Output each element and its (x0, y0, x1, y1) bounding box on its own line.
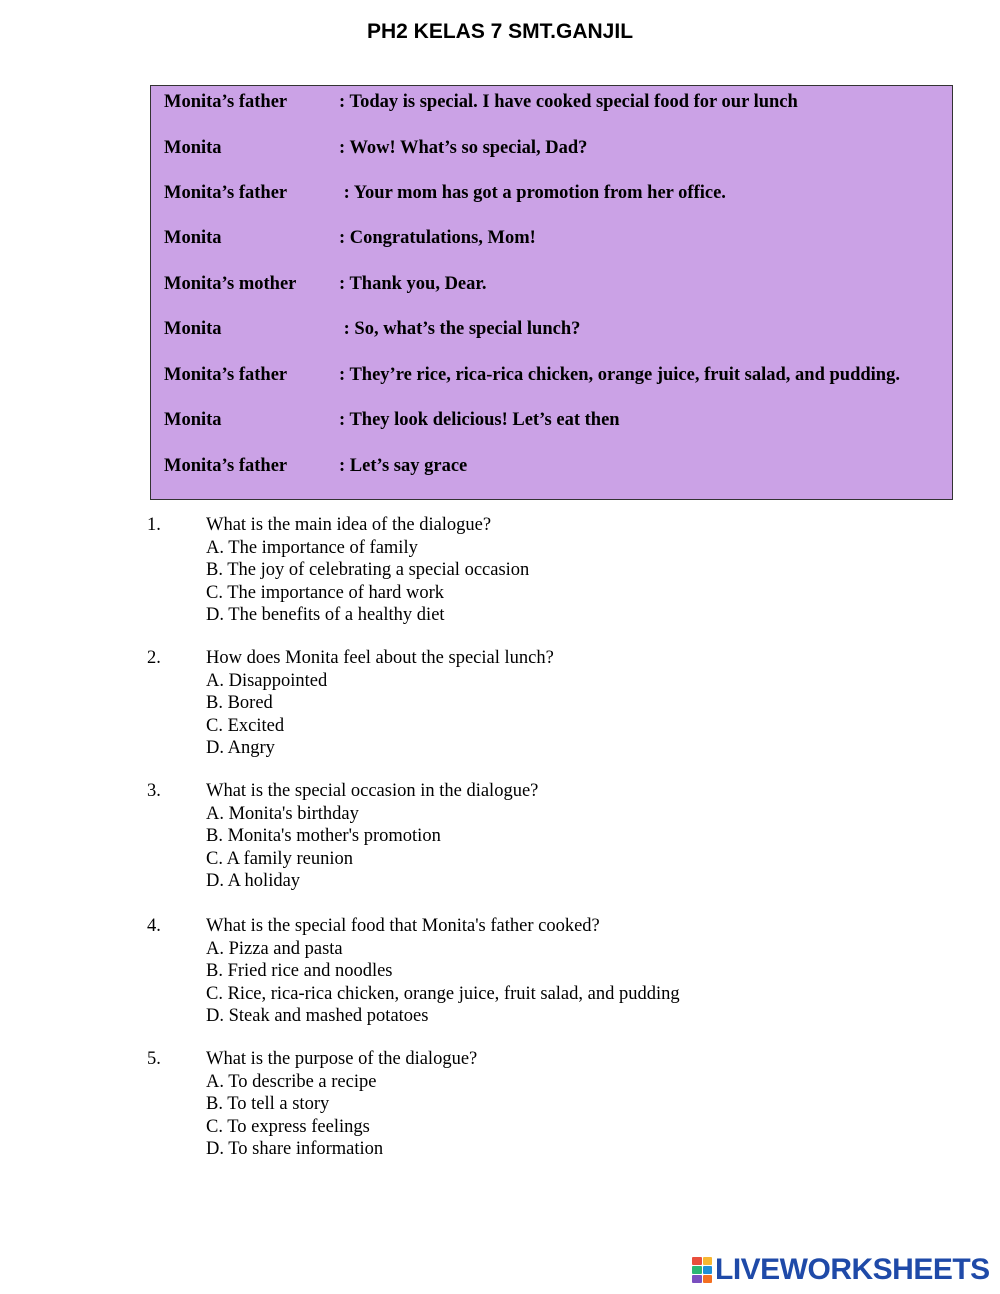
answer-option[interactable]: D. Angry (206, 738, 275, 758)
question-number: 2. (147, 648, 161, 668)
logo-text: LIVEWORKSHEETS (715, 1253, 990, 1286)
dialogue-text: : Your mom has got a promotion from her office. (339, 183, 726, 203)
dialogue-text: : Let’s say grace (339, 456, 468, 476)
dialogue-text: : Congratulations, Mom! (339, 228, 536, 248)
answer-option[interactable]: B. Bored (206, 693, 273, 713)
question-number: 1. (147, 515, 161, 535)
dialogue-speaker: Monita’s father (164, 183, 288, 203)
dialogue-speaker: Monita (164, 319, 222, 339)
dialogue-speaker: Monita (164, 138, 222, 158)
answer-option[interactable]: A. The importance of family (206, 538, 418, 558)
liveworksheets-logo-icon (692, 1257, 712, 1283)
dialogue-box (150, 85, 953, 500)
page-title: PH2 KELAS 7 SMT.GANJIL (366, 20, 634, 43)
answer-option[interactable]: C. Rice, rica-rica chicken, orange juice, fruit salad, and pudding (206, 984, 680, 1004)
answer-option[interactable]: C. Excited (206, 716, 285, 736)
dialogue-speaker: Monita (164, 228, 222, 248)
question-text: What is the main idea of the dialogue? (206, 515, 492, 535)
dialogue-text: : So, what’s the special lunch? (339, 319, 581, 339)
question-number: 5. (147, 1049, 161, 1069)
dialogue-speaker: Monita (164, 410, 222, 430)
question-number: 4. (147, 916, 161, 936)
answer-option[interactable]: D. The benefits of a healthy diet (206, 605, 445, 625)
question-text: What is the special food that Monita's father cooked? (206, 916, 600, 936)
answer-option[interactable]: A. To describe a recipe (206, 1072, 377, 1092)
answer-option[interactable]: B. Fried rice and noodles (206, 961, 393, 981)
question-text: What is the purpose of the dialogue? (206, 1049, 478, 1069)
liveworksheets-logo[interactable] (692, 1252, 992, 1288)
dialogue-text: : They’re rice, rica-rica chicken, orange juice, fruit salad, and pudding. (339, 365, 900, 385)
answer-option[interactable]: D. A holiday (206, 871, 301, 891)
answer-option[interactable]: B. Monita's mother's promotion (206, 826, 441, 846)
dialogue-text: : Wow! What’s so special, Dad? (339, 138, 588, 158)
answer-option[interactable]: C. A family reunion (206, 849, 353, 869)
dialogue-text: : Today is special. I have cooked special food for our lunch (339, 92, 798, 112)
answer-option[interactable]: A. Pizza and pasta (206, 939, 343, 959)
question-number: 3. (147, 781, 161, 801)
answer-option[interactable]: D. To share information (206, 1139, 384, 1159)
dialogue-speaker: Monita’s father (164, 365, 288, 385)
dialogue-speaker: Monita’s father (164, 456, 288, 476)
dialogue-text: : Thank you, Dear. (339, 274, 487, 294)
answer-option[interactable]: A. Monita's birthday (206, 804, 359, 824)
dialogue-text: : They look delicious! Let’s eat then (339, 410, 620, 430)
answer-option[interactable]: B. The joy of celebrating a special occasion (206, 560, 530, 580)
dialogue-speaker: Monita’s mother (164, 274, 297, 294)
answer-option[interactable]: D. Steak and mashed potatoes (206, 1006, 429, 1026)
question-text: How does Monita feel about the special lunch? (206, 648, 554, 668)
dialogue-speaker: Monita’s father (164, 92, 288, 112)
answer-option[interactable]: A. Disappointed (206, 671, 328, 691)
question-text: What is the special occasion in the dialogue? (206, 781, 539, 801)
answer-option[interactable]: C. To express feelings (206, 1117, 370, 1137)
answer-option[interactable]: B. To tell a story (206, 1094, 330, 1114)
answer-option[interactable]: C. The importance of hard work (206, 583, 445, 603)
